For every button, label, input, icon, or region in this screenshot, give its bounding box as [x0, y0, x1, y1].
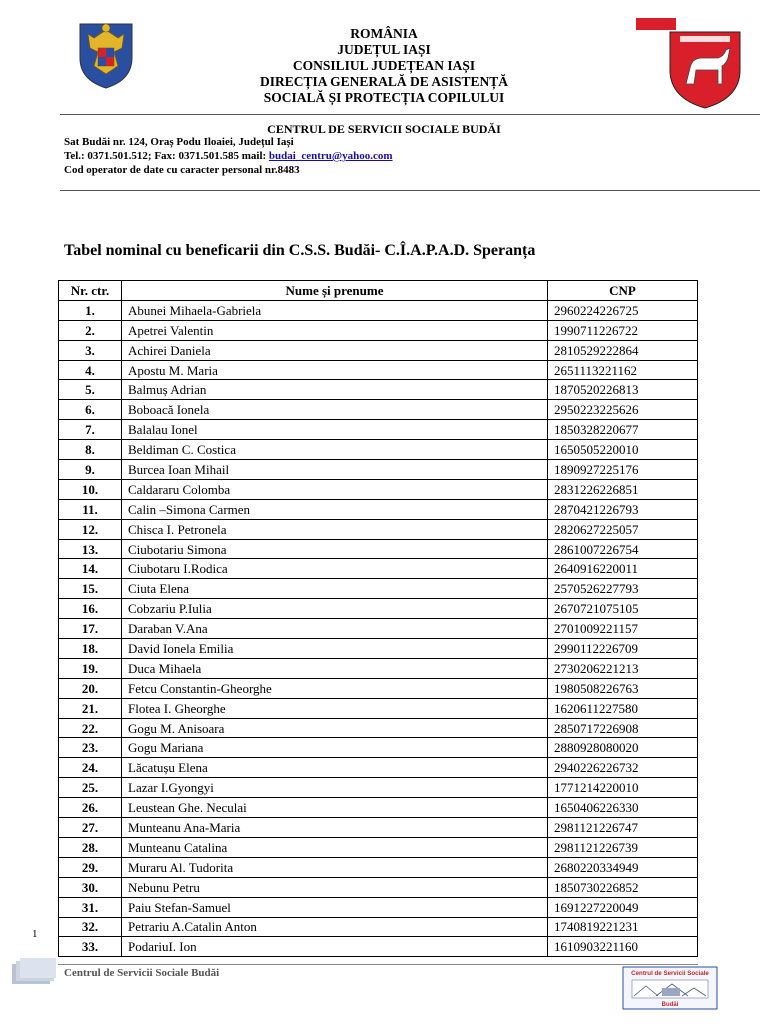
row-number: 14.	[59, 559, 122, 579]
table-row	[59, 440, 698, 460]
table-row	[59, 320, 698, 340]
table-row	[59, 559, 698, 579]
beneficiary-cnp: 2861007226754	[548, 539, 698, 559]
table-row	[59, 539, 698, 559]
iasi-county-coat-of-arms-icon	[666, 18, 744, 110]
beneficiary-name: Flotea I. Gheorghe	[122, 698, 548, 718]
beneficiary-name: Leustean Ghe. Neculai	[122, 798, 548, 818]
beneficiary-cnp: 2990112226709	[548, 639, 698, 659]
table-row	[59, 579, 698, 599]
table-row	[59, 917, 698, 937]
row-number: 18.	[59, 639, 122, 659]
beneficiary-name: Petrariu A.Catalin Anton	[122, 917, 548, 937]
center-name: CENTRUL DE SERVICII SOCIALE BUDĂI	[267, 122, 501, 136]
row-number: 13.	[59, 539, 122, 559]
beneficiary-name: Chisca I. Petronela	[122, 519, 548, 539]
row-number: 25.	[59, 778, 122, 798]
table-row	[59, 857, 698, 877]
beneficiary-name: Burcea Ioan Mihail	[122, 460, 548, 480]
beneficiary-name: Achirei Daniela	[122, 340, 548, 360]
table-row	[59, 818, 698, 838]
row-number: 27.	[59, 818, 122, 838]
beneficiary-name: Gogu Mariana	[122, 738, 548, 758]
beneficiary-cnp: 1890927225176	[548, 460, 698, 480]
logo-subtext: Budăi	[661, 1002, 679, 1008]
beneficiary-name: Balmuș Adrian	[122, 380, 548, 400]
row-number: 2.	[59, 320, 122, 340]
row-number: 16.	[59, 599, 122, 619]
row-number: 32.	[59, 917, 122, 937]
table-row	[59, 678, 698, 698]
row-number: 7.	[59, 420, 122, 440]
column-header-cnp: CNP	[548, 281, 698, 301]
row-number: 24.	[59, 758, 122, 778]
table-row	[59, 778, 698, 798]
email-link[interactable]: budai_centru@yahoo.com	[268, 150, 393, 162]
beneficiary-cnp: 2640916220011	[548, 559, 698, 579]
row-number: 26.	[59, 798, 122, 818]
beneficiary-name: Munteanu Catalina	[122, 837, 548, 857]
beneficiary-name: Ciubotariu Simona	[122, 539, 548, 559]
beneficiary-name: Nebunu Petru	[122, 877, 548, 897]
beneficiary-name: Beldiman C. Costica	[122, 440, 548, 460]
beneficiary-cnp: 1650406226330	[548, 798, 698, 818]
row-number: 12.	[59, 519, 122, 539]
beneficiary-name: Paiu Stefan-Samuel	[122, 897, 548, 917]
table-row	[59, 698, 698, 718]
beneficiary-cnp: 1990711226722	[548, 320, 698, 340]
footer-center-name: Centrul de Servicii Sociale Budăi	[64, 967, 220, 979]
beneficiary-cnp: 1850328220677	[548, 420, 698, 440]
table-row	[59, 380, 698, 400]
beneficiary-name: Cobzariu P.Iulia	[122, 599, 548, 619]
center-address: Sat Budăi nr. 124, Oraș Podu Iloaiei, Județul Iași	[64, 136, 294, 148]
beneficiary-cnp: 2831226226851	[548, 479, 698, 499]
beneficiary-name: Daraban V.Ana	[122, 619, 548, 639]
table-row	[59, 639, 698, 659]
row-number: 10.	[59, 479, 122, 499]
logo-text: Centrul de Servicii Sociale	[631, 970, 709, 977]
table-row	[59, 798, 698, 818]
row-number: 30.	[59, 877, 122, 897]
beneficiary-name: Lăcatușu Elena	[122, 758, 548, 778]
table-row	[59, 738, 698, 758]
beneficiary-cnp: 1610903221160	[548, 937, 698, 957]
row-number: 5.	[59, 380, 122, 400]
column-header-nr: Nr. ctr.	[59, 281, 122, 301]
beneficiary-cnp: 2981121226739	[548, 837, 698, 857]
table-row	[59, 599, 698, 619]
table-row	[59, 360, 698, 380]
row-number: 11.	[59, 499, 122, 519]
contact-phone-fax: Tel.: 0371.501.512; Fax: 0371.501.585 mail:	[64, 150, 269, 162]
header-council: CONSILIUL JUDEȚEAN IAȘI	[292, 58, 476, 73]
beneficiary-cnp: 2680220334949	[548, 857, 698, 877]
footer-rule	[58, 964, 698, 965]
beneficiaries-table	[58, 280, 698, 957]
table-row	[59, 897, 698, 917]
beneficiary-cnp: 1620611227580	[548, 698, 698, 718]
beneficiary-name: Munteanu Ana-Maria	[122, 818, 548, 838]
beneficiary-name: Lazar I.Gyongyi	[122, 778, 548, 798]
operator-code: Cod operator de date cu caracter personal nr.8483	[64, 164, 300, 176]
beneficiary-cnp: 2701009221157	[548, 619, 698, 639]
row-number: 8.	[59, 440, 122, 460]
beneficiary-cnp: 2570526227793	[548, 579, 698, 599]
table-row	[59, 300, 698, 320]
row-number: 6.	[59, 400, 122, 420]
beneficiary-cnp: 2810529222864	[548, 340, 698, 360]
beneficiary-cnp: 2870421226793	[548, 499, 698, 519]
table-row	[59, 479, 698, 499]
document-stack-icon	[10, 958, 58, 986]
beneficiary-cnp: 1771214220010	[548, 778, 698, 798]
table-row	[59, 877, 698, 897]
beneficiary-cnp: 1740819221231	[548, 917, 698, 937]
beneficiary-name: Abunei Mihaela-Gabriela	[122, 300, 548, 320]
table-row	[59, 400, 698, 420]
beneficiary-name: Fetcu Constantin-Gheorghe	[122, 678, 548, 698]
header-country: ROMÂNIA	[350, 26, 418, 41]
beneficiary-cnp: 2730206221213	[548, 658, 698, 678]
row-number: 19.	[59, 658, 122, 678]
beneficiary-cnp: 1980508226763	[548, 678, 698, 698]
beneficiary-cnp: 2960224226725	[548, 300, 698, 320]
table-row	[59, 758, 698, 778]
page-number: 1	[32, 928, 38, 940]
row-number: 20.	[59, 678, 122, 698]
table-row	[59, 837, 698, 857]
table-row	[59, 460, 698, 480]
table-row	[59, 619, 698, 639]
row-number: 33.	[59, 937, 122, 957]
beneficiary-name: Duca Mihaela	[122, 658, 548, 678]
beneficiary-name: Boboacă Ionela	[122, 400, 548, 420]
beneficiary-cnp: 1850730226852	[548, 877, 698, 897]
beneficiary-cnp: 2670721075105	[548, 599, 698, 619]
row-number: 29.	[59, 857, 122, 877]
header-directorate: DIRECȚIA GENERALĂ DE ASISTENȚĂ	[260, 74, 508, 89]
table-row	[59, 519, 698, 539]
beneficiary-name: Gogu M. Anisoara	[122, 718, 548, 738]
table-header-row	[59, 281, 698, 301]
table-row	[59, 718, 698, 738]
row-number: 1.	[59, 300, 122, 320]
beneficiary-name: Ciuta Elena	[122, 579, 548, 599]
row-number: 23.	[59, 738, 122, 758]
center-logo	[622, 966, 718, 1010]
row-number: 9.	[59, 460, 122, 480]
table-row	[59, 937, 698, 957]
header-rule-top	[60, 114, 760, 115]
beneficiary-name: PodariuI. Ion	[122, 937, 548, 957]
table-row	[59, 340, 698, 360]
table-row	[59, 420, 698, 440]
beneficiary-cnp: 2940226226732	[548, 758, 698, 778]
beneficiary-name: Caldararu Colomba	[122, 479, 548, 499]
row-number: 3.	[59, 340, 122, 360]
red-band-decoration	[636, 18, 676, 30]
header-county: JUDEȚUL IAȘI	[337, 42, 431, 57]
beneficiary-name: Apostu M. Maria	[122, 360, 548, 380]
row-number: 15.	[59, 579, 122, 599]
beneficiary-cnp: 2820627225057	[548, 519, 698, 539]
beneficiary-cnp: 1870520226813	[548, 380, 698, 400]
header-directorate-cont: SOCIALĂ ȘI PROTECȚIA COPILULUI	[263, 90, 505, 105]
row-number: 31.	[59, 897, 122, 917]
row-number: 17.	[59, 619, 122, 639]
table-row	[59, 658, 698, 678]
beneficiary-cnp: 2651113221162	[548, 360, 698, 380]
row-number: 4.	[59, 360, 122, 380]
row-number: 21.	[59, 698, 122, 718]
beneficiary-cnp: 2981121226747	[548, 818, 698, 838]
column-header-name: Nume și prenume	[122, 281, 548, 301]
beneficiary-name: Balalau Ionel	[122, 420, 548, 440]
row-number: 22.	[59, 718, 122, 738]
beneficiary-name: David Ionela Emilia	[122, 639, 548, 659]
document-title: Tabel nominal cu beneficarii din C.S.S. Budăi- C.Î.A.P.A.D. Speranța	[64, 242, 536, 259]
beneficiary-name: Apetrei Valentin	[122, 320, 548, 340]
header-rule-bottom	[60, 190, 760, 191]
beneficiary-name: Muraru Al. Tudorita	[122, 857, 548, 877]
beneficiary-name: Ciubotaru I.Rodica	[122, 559, 548, 579]
beneficiary-cnp: 2850717226908	[548, 718, 698, 738]
table-row	[59, 499, 698, 519]
beneficiary-cnp: 1650505220010	[548, 440, 698, 460]
beneficiary-cnp: 2950223225626	[548, 400, 698, 420]
row-number: 28.	[59, 837, 122, 857]
beneficiary-cnp: 2880928080020	[548, 738, 698, 758]
beneficiary-name: Calin –Simona Carmen	[122, 499, 548, 519]
beneficiary-cnp: 1691227220049	[548, 897, 698, 917]
center-contact	[64, 150, 393, 163]
